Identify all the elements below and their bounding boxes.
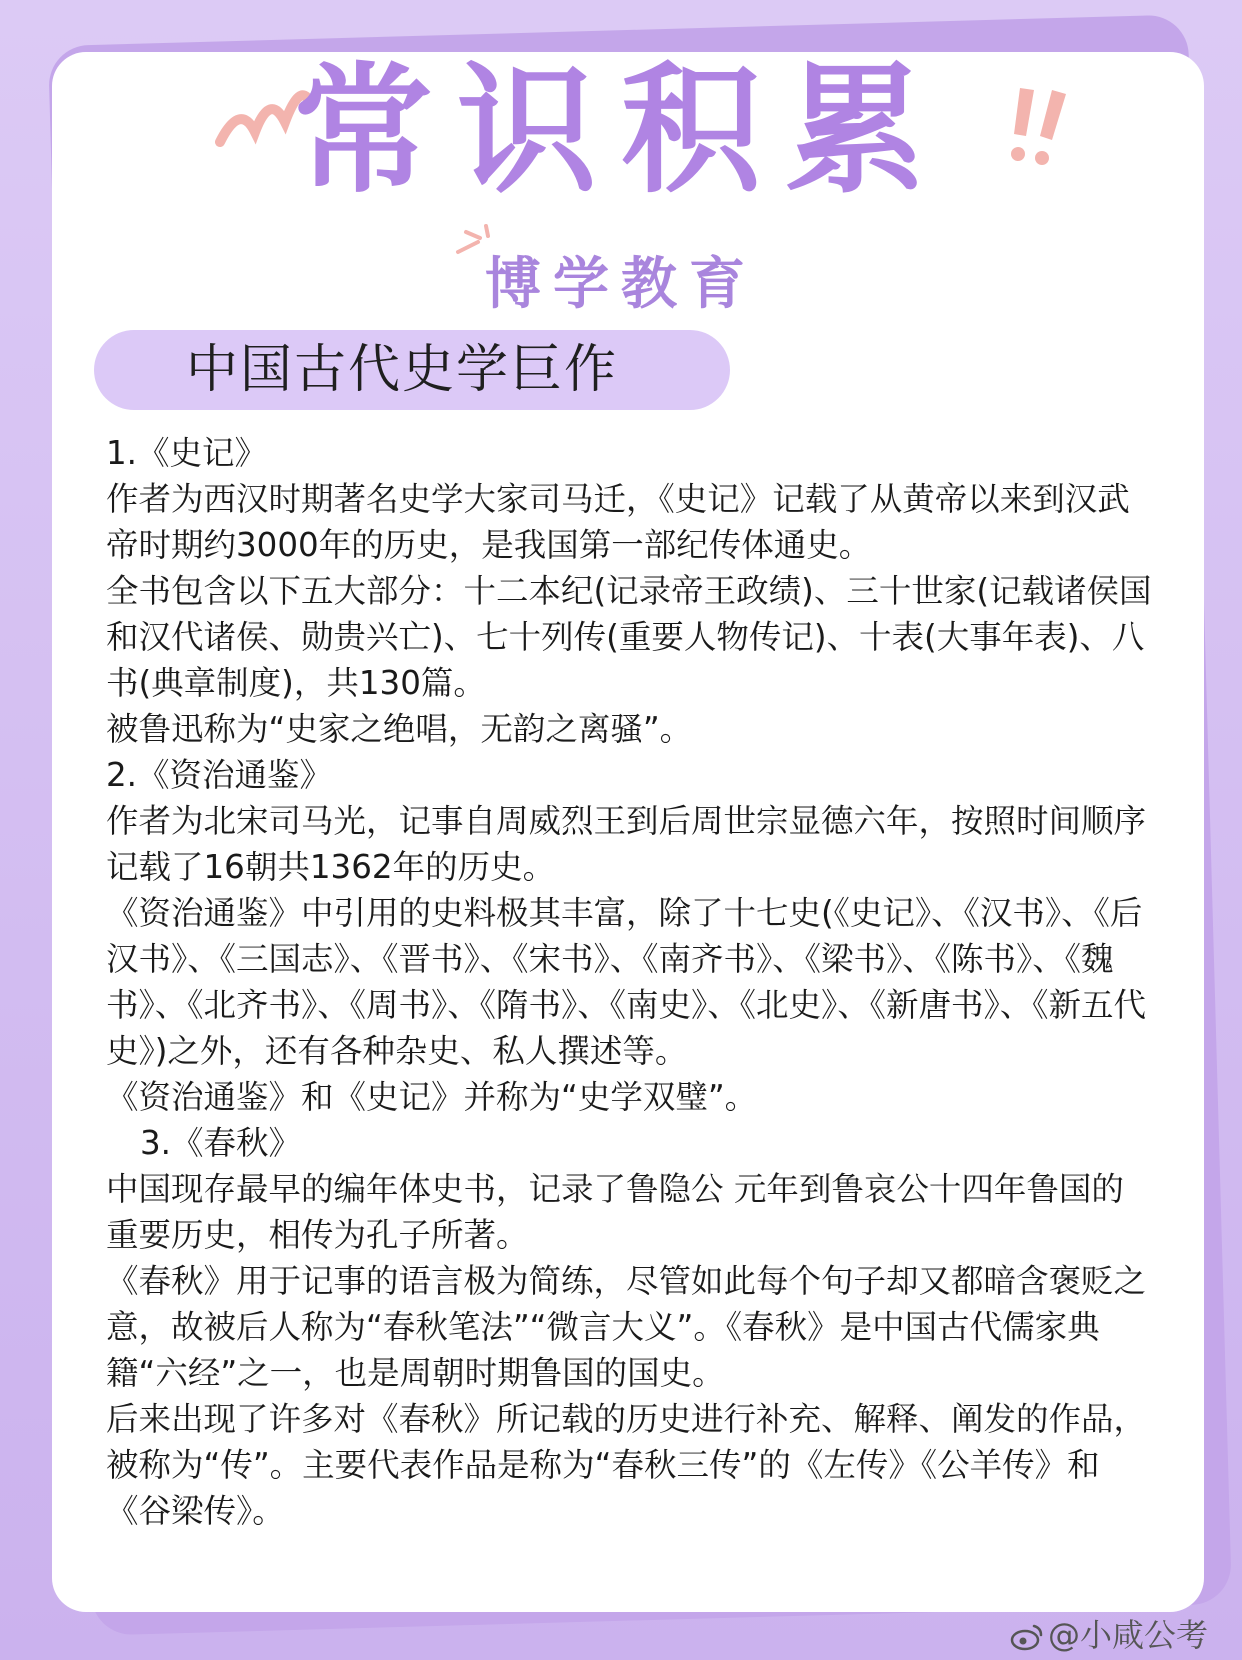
paragraph: 全书包含以下五大部分：十二本纪(记录帝王政绩)、三十世家(记载诸侯国和汉代诸侯、勋贵兴亡)、七十列传(重要人物传记)、十表(大事年表)、八书(典章制度)，共130篇。 [106, 572, 1152, 702]
paragraph: 作者为西汉时期著名史学大家司马迁，《史记》记载了从黄帝以来到汉武帝时期约3000年的历史，是我国第一部纪传体通史。 [106, 480, 1130, 564]
paragraph: 《春秋》用于记事的语言极为简练，尽管如此每个句子却又都暗含褒贬之意，故被后人称为“春秋笔法”“微言大义”。《春秋》是中国古代儒家典籍“六经”之一，也是周朝时期鲁国的国史。 [106, 1262, 1147, 1392]
heading-zizhitongjian: 2.《资治通鉴》 [106, 756, 333, 794]
paragraph: 后来出现了许多对《春秋》所记载的历史进行补充、解释、阐发的作品，被称为“传”。主要代表作品是称为“春秋三传”的《左传》《公羊传》和《谷梁传》。 [106, 1400, 1147, 1530]
paragraph: 《资治通鉴》和《史记》并称为“史学双璧”。 [106, 1078, 758, 1116]
article-body [106, 430, 1156, 1534]
watermark-text: @小咸公考 [1048, 1616, 1209, 1654]
heading-chunqiu: 3.《春秋》 [140, 1124, 302, 1162]
page-subtitle: 博学教育 [485, 252, 757, 317]
weibo-icon [1010, 1623, 1044, 1651]
section-title: 中国古代史学巨作 [186, 340, 619, 400]
page-title: 常识积累 [292, 50, 949, 213]
paragraph: 《资治通鉴》中引用的史料极其丰富，除了十七史(《史记》、《汉书》、《后汉书》、《三国志》、《晋书》、《宋书》、《南齐书》、《梁书》、《陈书》、《魏书》、《北齐书》、《周书》、《隋书》、《南史》、《北史》、《新唐书》、《新五代史》)之外，还有各种杂史、私人撰述等。 [106, 894, 1147, 1070]
watermark [1010, 1610, 1208, 1656]
heading-shiji: 1.《史记》 [106, 434, 268, 472]
paragraph: 中国现存最早的编年体史书，记录了鲁隐公 元年到鲁哀公十四年鲁国的重要历史，相传为孔子所著。 [106, 1170, 1124, 1254]
paragraph: 被鲁迅称为“史家之绝唱，无韵之离骚”。 [106, 710, 693, 748]
paragraph: 作者为北宋司马光，记事自周威烈王到后周世宗显德六年，按照时间顺序记载了16朝共1362年的历史。 [106, 802, 1147, 886]
